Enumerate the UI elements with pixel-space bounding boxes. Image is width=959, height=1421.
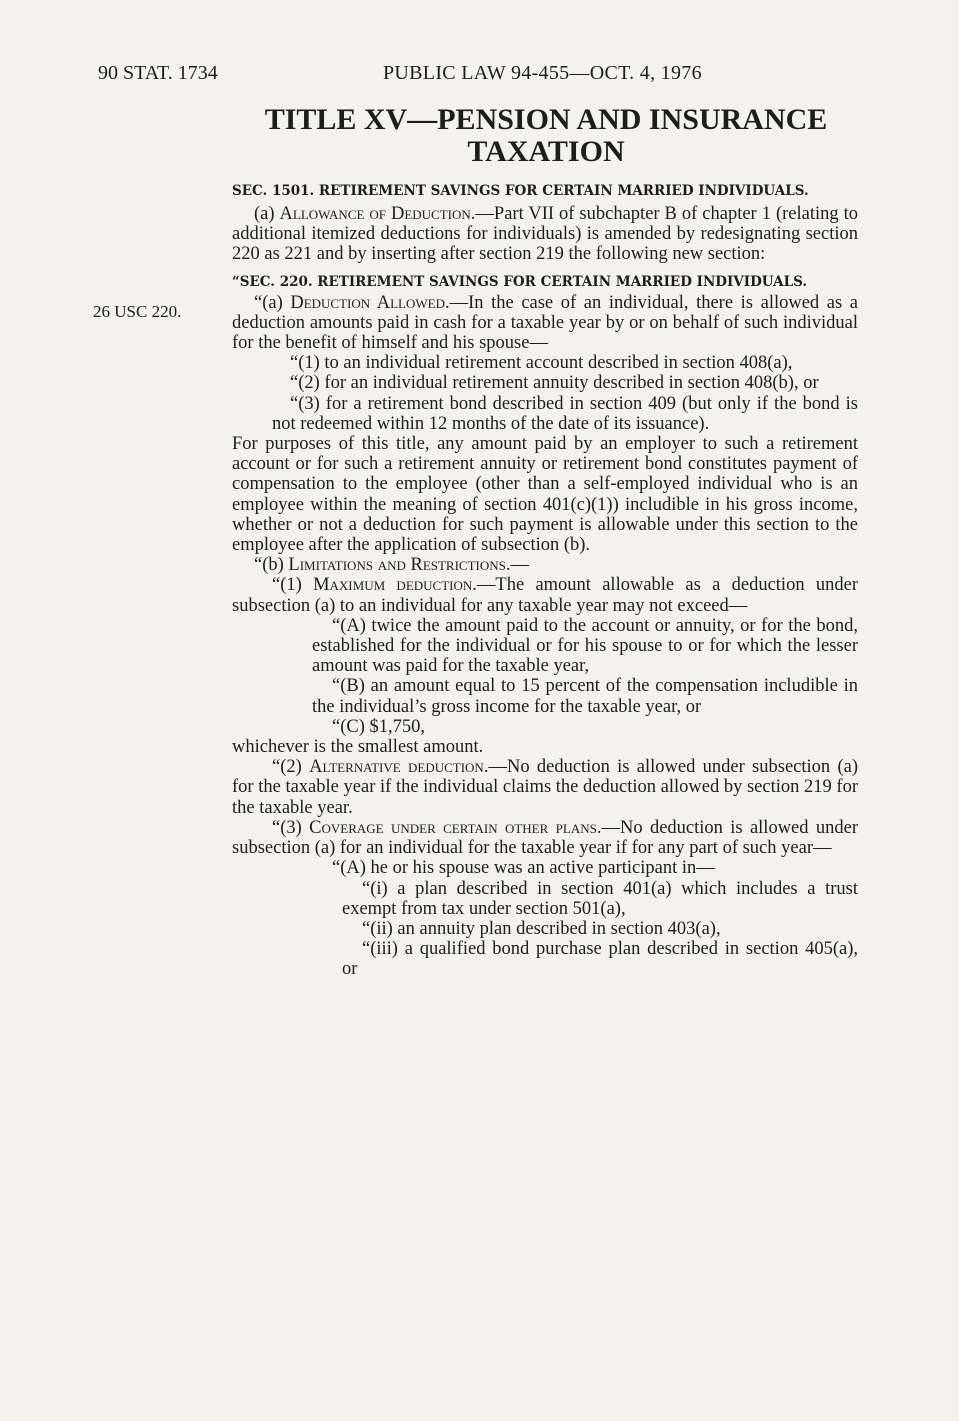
title-line-2: TAXATION (467, 135, 625, 168)
paragraph-b2-text: —No deduction is allowed under subsection (a) for the taxable year if the individual claims the deduction allowed by section 219 for the taxable year. (232, 757, 858, 818)
section-220-b (232, 555, 858, 575)
paragraph-b1 (232, 575, 858, 615)
clause-b3Ai: “(i) a plan described in section 401(a) which includes a trust exempt from tax under section 501(a), (342, 878, 858, 919)
paragraph-b3-label: “(3) (272, 817, 310, 838)
paragraph-b2 (232, 757, 858, 818)
subparagraph-b1A: “(A) twice the amount paid to the account or annuity, or for the bond, established for the individual or for his spouse to or for which the lesser amount was paid for the taxable year, (312, 615, 858, 677)
section-1501-heading: SEC. 1501. RETIREMENT SAVINGS FOR CERTAIN MARRIED INDIVIDUALS. (232, 183, 809, 199)
section-1501-a-label: (a) (254, 204, 280, 224)
clause-b3Aiii: “(iii) a qualified bond purchase plan described in section 405(a), or (342, 939, 858, 980)
subparagraph-b1C: “(C) $1,750, (332, 716, 425, 737)
margin-citation: 26 USC 220. (93, 302, 182, 321)
section-220-heading: “SEC. 220. RETIREMENT SAVINGS FOR CERTAIN MARRIED INDIVIDUALS. (232, 273, 808, 290)
statute-body (232, 182, 858, 980)
whichever-line: whichever is the smallest amount. (232, 737, 484, 758)
section-1501-a-heading: Allowance of Deduction. (279, 204, 476, 224)
paragraph-b3-text: —No deduction is allowed under subsection (a) for an individual for the taxable year if for any part of such year— (232, 817, 858, 859)
public-law-citation: PUBLIC LAW 94-455—OCT. 4, 1976 (383, 62, 702, 84)
paragraph-b2-label: “(2) (272, 757, 310, 778)
clause-b3Aii: “(ii) an annuity plan described in section 403(a), (362, 918, 721, 939)
subparagraph-b1B: “(B) an amount equal to 15 percent of the compensation includible in the individual’s gross income for the taxable year, or (312, 676, 858, 717)
paragraph-a3: “(3) for a retirement bond described in section 409 (but only if the bond is not redeemed within 12 months of the date of its issuance). (272, 393, 858, 434)
paragraph-b2-heading: Alternative deduction. (309, 757, 489, 778)
section-220-a-text: —In the case of an individual, there is allowed as a deduction amounts paid in cash for a taxable year by or on behalf of such individual for the benefit of himself and his spouse— (232, 292, 858, 354)
paragraph-b3-heading: Coverage under certain other plans. (309, 817, 602, 838)
title-heading (232, 104, 860, 168)
section-220-b-label: “(b) (254, 555, 289, 576)
purposes-paragraph: For purposes of this title, any amount paid by an employer to such a retirement account or for such a retirement annuity or retirement bond constitutes payment of compensation to the employee (other than a self-employed individual who is an employee within the meaning of section 401(c)(1)) includible in his gross income, whether or not a deduction for such payment is allowable under this section to the employee after the application of subsection (b). (232, 434, 858, 556)
section-220-a-heading: Deduction Allowed. (290, 292, 450, 313)
section-220-a-label: “(a) (254, 292, 291, 313)
paragraph-a2: “(2) for an individual retirement annuity described in section 408(b), or (290, 373, 819, 394)
statute-page-number: 90 STAT. 1734 (98, 62, 218, 84)
title-line-1: TITLE XV—PENSION AND INSURANCE (264, 103, 828, 136)
section-220-b-dash: — (510, 555, 530, 576)
section-220-a (232, 293, 858, 354)
paragraph-b1-text: —The amount allowable as a deduction under subsection (a) to an individual for any taxable year may not exceed— (232, 575, 858, 616)
page-header (98, 62, 858, 88)
paragraph-b1-heading: Maximum deduction. (313, 575, 477, 596)
section-220-b-heading: Limitations and Restrictions. (288, 555, 511, 576)
paragraph-b3 (232, 818, 858, 858)
section-1501-a (232, 204, 858, 265)
section-1501-a-text: —Part VII of subchapter B of chapter 1 (relating to additional itemized deductions for individuals) is amended by redesignating section 220 as 221 and by inserting after section 219 the following new section: (232, 204, 858, 265)
subparagraph-b3A: “(A) he or his spouse was an active participant in— (332, 858, 715, 879)
paragraph-a1: “(1) to an individual retirement account described in section 408(a), (290, 353, 793, 374)
paragraph-b1-label: “(1) (272, 575, 314, 596)
